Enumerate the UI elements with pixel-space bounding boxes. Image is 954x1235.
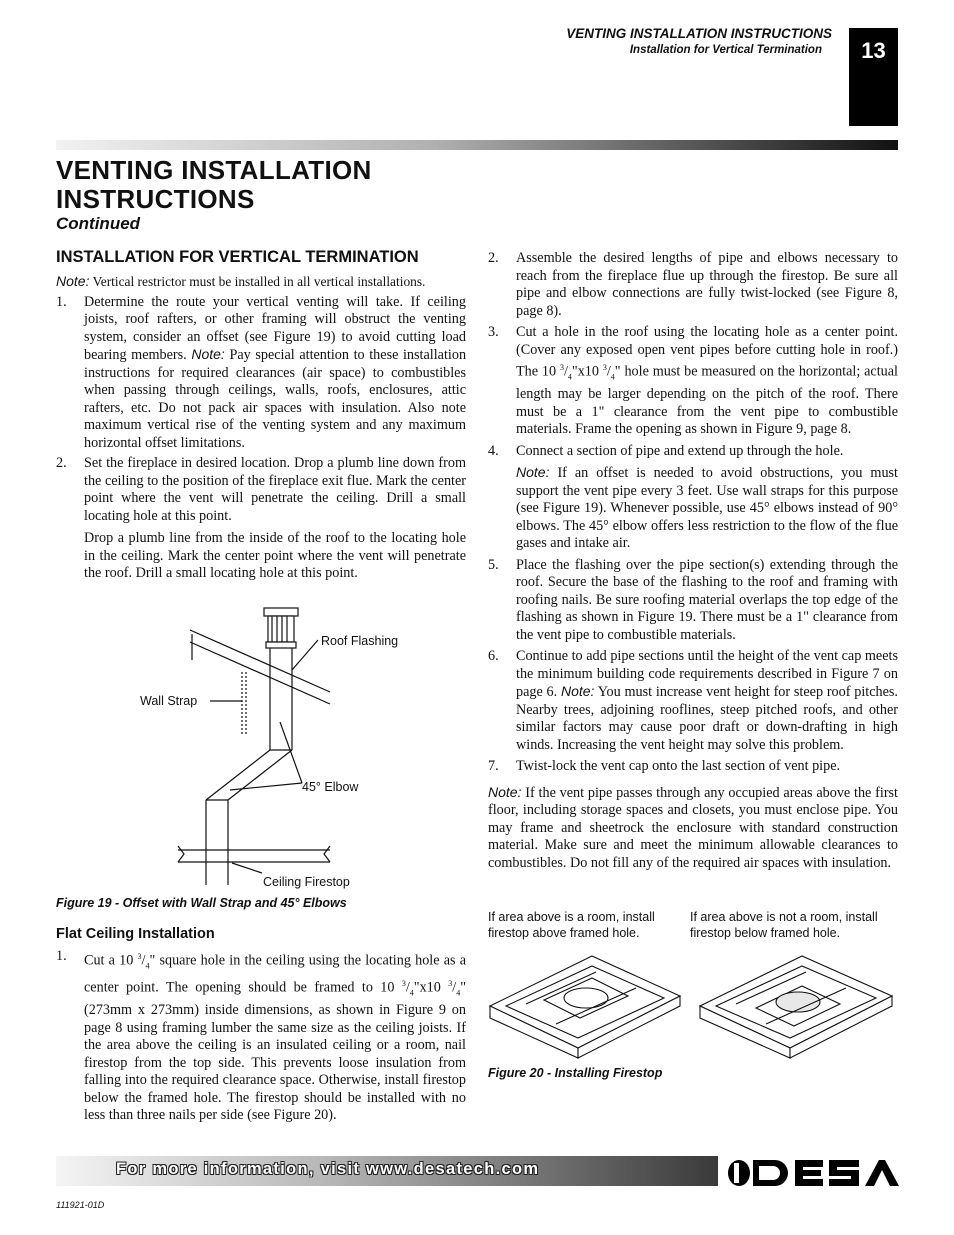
step-number: 5.	[488, 556, 499, 573]
step-number: 1.	[56, 293, 67, 310]
fraction-denominator: 4	[610, 372, 615, 382]
step-text: Drop a plumb line from the inside of the roof to the locating hole in the ceiling. Mark the center point where the vent will penetrate the roof. Drill a small locating hole at this point.	[84, 530, 466, 581]
step-text: "x10	[571, 363, 603, 380]
fraction-denominator: 4	[409, 988, 414, 998]
step-number: 2.	[488, 250, 499, 266]
right-column	[488, 250, 898, 872]
figure-20-caption: Figure 20 - Installing Firestop	[488, 1066, 663, 1080]
step-text: Place the flashing over the pipe section(s) extending through the roof. Secure the base of the flashing to the roof and framing with roofing nails. Be sure roofing material overlaps the top edge of the flashing as shown in Figure 19. There must be a 1" clearance from the vent pipe to combustible materials.	[516, 556, 898, 643]
left-step-2	[56, 455, 466, 583]
flat-ceiling-heading: Flat Ceiling Installation	[56, 926, 215, 942]
note-label: Note:	[560, 683, 595, 700]
desa-logo	[725, 1157, 899, 1189]
step-text: " square hole in the ceiling using the locating hole as a center point. The opening should be framed to 10	[84, 952, 467, 996]
note-text: If an offset is needed to avoid obstructions, you must support the vent pipe every 3 feet. Use wall straps for this purpose (see Figure 19). Whenever possible, use 45° elbows instead of 90° elbows. The 45° elbow offers less restriction to the flow of the flue gases and intake air.	[516, 465, 898, 552]
note-label: Note:	[56, 273, 90, 289]
step-text: Set the fireplace in desired location. Drop a plumb line down from the ceiling to the position of the fireplace exit flue. Mark the center point where the vent will penetrate the ceiling. Drill a small locating hole at this point.	[84, 455, 466, 524]
right-step-4	[488, 443, 898, 553]
step-number: 2.	[56, 455, 67, 471]
firestop-below-label: If area above is not a room, install firestop below framed hole.	[690, 910, 878, 940]
flat-ceiling-step-1: 1. Cut a 10 $^3/_4$" square hole in the ceiling using the locating hole as a center point. The opening should be framed to 10 $^3/_4"x10$ $^3/_4$" (273mm x 273mm) inside dimensions, as shown in Figure 9 on page 8 using framing lumber the same size as the ceiling joists. If the area above the ceiling is an insulated ceiling or a room, nail firestop from the top side. This prevents loose insulation from falling into the required clearance space. Otherwise, install firestop below the framed hole. The firestop should be installed with no less than three nails per side (see Figure 20).	[56, 948, 467, 1124]
note-label: Note:	[191, 346, 225, 362]
step-text: Pay special attention to these installation instructions for required clearances (air space) to combustibles when passing through ceilings, walls, roofs, enclosures, attic rafters, etc. Do not pack air spaces with insulation. Also note maximum vertical rise of the venting system and any maximum horizontal offset limitations.	[84, 347, 467, 451]
step-number: 7.	[488, 758, 499, 775]
step-text: Determine the route your vertical venting will take. If ceiling joists, roof rafters, or other framing will obstruct the venting system, consider an offset (see Figure 19) to avoid cutting load bearing members.	[84, 293, 466, 363]
fraction-denominator: 4	[145, 961, 150, 971]
left-column	[56, 248, 466, 583]
continued-label: Continued	[56, 214, 141, 233]
header-rule	[56, 140, 898, 150]
note-text: If the vent pipe passes through any occupied areas above the first floor, including storage spaces and closets, you must enclose pipe. You may frame and sheetrock the enclosure with standard construction material. Make sure and meet the minimum allowable clearances to combustibles. Do not fill any of the required air spaces with insulation.	[488, 784, 899, 871]
step-note	[516, 464, 898, 553]
figure-19-caption: Figure 19 - Offset with Wall Strap and 45° Elbows	[56, 896, 347, 910]
fraction-numerator: 3	[559, 363, 564, 372]
step-text: Cut a hole in the roof using the locating hole as a center point. (Cover any exposed open vent pipes before cutting hole in roof.) The 10	[516, 324, 898, 380]
final-note	[488, 784, 898, 873]
desa-logo-icon	[725, 1157, 899, 1189]
label-wall-strap: Wall Strap	[140, 694, 198, 708]
intro-note	[56, 273, 466, 291]
step-text: "x10	[413, 979, 449, 996]
fraction-numerator: 3	[137, 952, 142, 961]
document-number: 111921-01D	[56, 1200, 105, 1210]
right-step-3: 3. Cut a hole in the roof using the locating hole as a center point. (Cover any exposed open vent pipes before cutting hole in roof.) The 10 $^3/_4"x10$ $^3/_4$" hole must be measured on the horizontal; actual length may be larger depending on the pitch of the roof. There must be a 1" clearance from the vent pipe to combustible materials. Frame the opening as shown in Figure 9, page 8.	[488, 324, 899, 438]
step-number: 1.	[56, 948, 67, 964]
left-step-1	[56, 294, 466, 453]
intro-note-text: Vertical restrictor must be installed in all vertical installations.	[92, 274, 426, 289]
step-text: Cut a 10	[84, 952, 138, 969]
step-text: Assemble the desired lengths of pipe and elbows necessary to reach from the fireplace flue up through the firestop. Be sure all pipe and elbow connections are fully twist-locked (see Figure 8, page 8).	[516, 250, 898, 319]
fraction-denominator: 4	[567, 372, 572, 382]
right-step-7	[488, 758, 898, 776]
step-text: Twist-lock the vent cap onto the last section of vent pipe.	[516, 758, 841, 775]
label-roof-flashing: Roof Flashing	[321, 634, 399, 648]
right-step-2	[488, 250, 898, 320]
fraction-numerator: 3	[448, 979, 453, 989]
right-step-6	[488, 648, 898, 754]
firestop-above-label: If area above is a room, install firestop above framed hole.	[488, 910, 655, 940]
right-step-5	[488, 557, 898, 645]
page-number: 13	[849, 28, 898, 126]
fraction-numerator: 3	[602, 363, 607, 372]
section-heading: INSTALLATION FOR VERTICAL TERMINATION	[56, 248, 419, 266]
figure-20-diagram	[486, 944, 902, 1062]
step-text: You must increase vent height for steep roof pitches. Nearby trees, adjoining rooflines, steep pitched roofs, and other similar factors may cause poor draft or down-drafting in high winds. Increasing the vent height may solve this problem.	[516, 684, 898, 753]
label-45-elbow: 45° Elbow	[302, 780, 359, 794]
step-text: Connect a section of pipe and extend up through the hole.	[516, 442, 844, 459]
fraction-numerator: 3	[401, 979, 406, 989]
step-number: 3.	[488, 324, 499, 340]
fraction-denominator: 4	[456, 988, 461, 998]
step-text: " (273mm x 273mm) inside dimensions, as shown in Figure 9 on page 8 using framing lumber the same size as the ceiling joists. If the area above the ceiling is an insulated ceiling or a room, nail firestop from the top side. This prevents loose insulation from falling into the required clearance space. Otherwise, install firestop below the framed hole. The firestop should be installed with no less than three nails per side (see Figure 20).	[84, 979, 466, 1124]
step-number: 4.	[488, 442, 499, 459]
page-title: VENTING INSTALLATION INSTRUCTIONS	[56, 155, 372, 214]
step-number: 6.	[488, 648, 499, 665]
label-ceiling-firestop: Ceiling Firestop	[263, 875, 350, 889]
footer-website-text[interactable]: For more information, visit www.desatech.com	[116, 1160, 540, 1178]
flat-ceiling-section	[56, 926, 466, 1125]
note-label: Note:	[488, 783, 522, 800]
note-label: Note:	[516, 464, 550, 481]
running-header-subtitle: Installation for Vertical Termination	[629, 44, 822, 56]
step-text: " hole must be measured on the horizontal; actual length may be larger depending on the pitch of the roof. There must be a 1" clearance from the vent pipe to combustible materials. Frame the opening as shown in Figure 9, page 8.	[516, 363, 899, 438]
running-header-title: VENTING INSTALLATION INSTRUCTIONS	[566, 26, 832, 41]
step-text: Continue to add pipe sections until the height of the vent cap meets the minimum building code requirements described in Figure 7 on page 6.	[516, 648, 898, 701]
